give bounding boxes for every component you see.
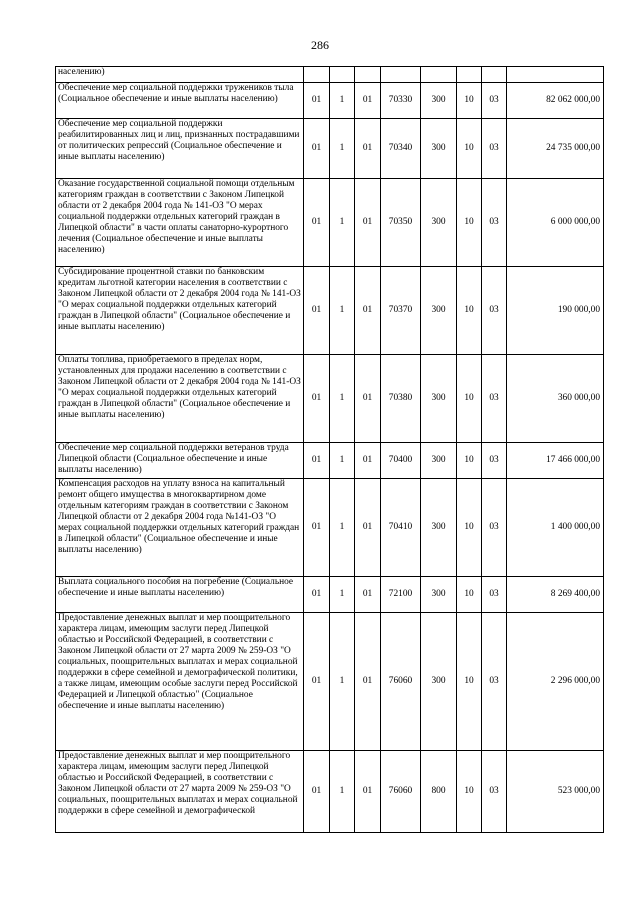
row-amount: 190 000,00 bbox=[507, 267, 604, 355]
code-section: 10 bbox=[457, 267, 482, 355]
code-direction: 70330 bbox=[381, 83, 421, 119]
code-subsection: 03 bbox=[482, 751, 507, 833]
code-subsection: 03 bbox=[482, 443, 507, 479]
code-section: 10 bbox=[457, 577, 482, 613]
code-subprogram: 1 bbox=[330, 119, 355, 179]
code-subprogram: 1 bbox=[330, 355, 355, 443]
row-amount: 8 269 400,00 bbox=[507, 577, 604, 613]
code-direction: 70380 bbox=[381, 355, 421, 443]
code-subprogram: 1 bbox=[330, 179, 355, 267]
code-section: 10 bbox=[457, 613, 482, 751]
code-main-activity: 01 bbox=[355, 179, 381, 267]
code-main-activity: 01 bbox=[355, 479, 381, 577]
row-name: Обеспечение мер социальной поддержки реабилитированных лиц и лиц, признанных пострадавшими от политических репрессий (Социальное обеспечение и иные выплаты населению) bbox=[56, 119, 304, 179]
code-main-activity: 01 bbox=[355, 443, 381, 479]
code-section: 10 bbox=[457, 83, 482, 119]
table-row bbox=[56, 119, 604, 179]
code-subprogram: 1 bbox=[330, 443, 355, 479]
row-name: Обеспечение мер социальной поддержки ветеранов труда Липецкой области (Социальное обеспечение и иные выплаты населению) bbox=[56, 443, 304, 479]
code-program: 01 bbox=[304, 613, 330, 751]
code-section bbox=[457, 67, 482, 83]
code-main-activity: 01 bbox=[355, 267, 381, 355]
table-body bbox=[56, 67, 604, 833]
row-amount: 82 062 000,00 bbox=[507, 83, 604, 119]
table-row bbox=[56, 577, 604, 613]
code-expense-type: 300 bbox=[421, 267, 457, 355]
code-expense-type: 300 bbox=[421, 613, 457, 751]
row-name: Предоставление денежных выплат и мер поощрительного характера лицам, имеющим заслуги перед Липецкой областью и Российской Федерацией, в соответствии с Законом Липецкой области от 27 марта 2009 № 259-ОЗ "О социальных, поощрительных выплатах и мерах социальной поддержки в сфере семейной и демографической политики, а также лицам, имеющим особые заслуги перед Российской Федерацией и Липецкой областью" (Социальное обеспечение и иные выплаты населению) bbox=[56, 613, 304, 751]
code-main-activity bbox=[355, 67, 381, 83]
code-section: 10 bbox=[457, 179, 482, 267]
table-row bbox=[56, 67, 604, 83]
row-name: Субсидирование процентной ставки по банковским кредитам льготной категории населения в соответствии с Законом Липецкой области от 2 декабря 2004 года № 141-ОЗ "О мерах социальной поддержки отдельных категорий граждан в Липецкой области" (Социальное обеспечение и иные выплаты населению) bbox=[56, 267, 304, 355]
code-expense-type: 300 bbox=[421, 577, 457, 613]
code-subprogram: 1 bbox=[330, 267, 355, 355]
code-expense-type: 300 bbox=[421, 119, 457, 179]
code-program: 01 bbox=[304, 443, 330, 479]
code-expense-type bbox=[421, 67, 457, 83]
code-expense-type: 300 bbox=[421, 355, 457, 443]
code-program: 01 bbox=[304, 751, 330, 833]
code-expense-type: 800 bbox=[421, 751, 457, 833]
budget-table bbox=[55, 66, 604, 833]
code-main-activity: 01 bbox=[355, 355, 381, 443]
code-direction: 70370 bbox=[381, 267, 421, 355]
code-section: 10 bbox=[457, 443, 482, 479]
row-amount: 24 735 000,00 bbox=[507, 119, 604, 179]
code-expense-type: 300 bbox=[421, 83, 457, 119]
code-subsection: 03 bbox=[482, 355, 507, 443]
code-program: 01 bbox=[304, 577, 330, 613]
code-expense-type: 300 bbox=[421, 179, 457, 267]
code-direction: 70400 bbox=[381, 443, 421, 479]
code-main-activity: 01 bbox=[355, 751, 381, 833]
row-name: Обеспечение мер социальной поддержки тружеников тыла (Социальное обеспечение и иные выплаты населению) bbox=[56, 83, 304, 119]
code-main-activity: 01 bbox=[355, 119, 381, 179]
code-subprogram: 1 bbox=[330, 751, 355, 833]
table-row bbox=[56, 751, 604, 833]
code-subsection: 03 bbox=[482, 479, 507, 577]
code-subsection: 03 bbox=[482, 613, 507, 751]
table-row bbox=[56, 267, 604, 355]
code-program: 01 bbox=[304, 267, 330, 355]
code-expense-type: 300 bbox=[421, 479, 457, 577]
code-direction: 76060 bbox=[381, 751, 421, 833]
code-main-activity: 01 bbox=[355, 613, 381, 751]
code-main-activity: 01 bbox=[355, 577, 381, 613]
table-row bbox=[56, 479, 604, 577]
table-row bbox=[56, 179, 604, 267]
row-name: Компенсация расходов на уплату взноса на капитальный ремонт общего имущества в многоквартирном доме отдельным категориям граждан в соответствии с Законом Липецкой области от 2 декабря 2004 года №141-ОЗ "О мерах социальной поддержки отдельных категорий граждан в Липецкой области" (Социальное обеспечение и иные выплаты населению) bbox=[56, 479, 304, 577]
table-row bbox=[56, 355, 604, 443]
row-amount: 2 296 000,00 bbox=[507, 613, 604, 751]
row-name: Оплаты топлива, приобретаемого в пределах норм, установленных для продажи населению в соответствии с Законом Липецкой области от 2 декабря 2004 года № 141-ОЗ "О мерах социальной поддержки отдельных категорий граждан в Липецкой области" (Социальное обеспечение и иные выплаты населению) bbox=[56, 355, 304, 443]
code-direction bbox=[381, 67, 421, 83]
code-program: 01 bbox=[304, 119, 330, 179]
row-amount: 6 000 000,00 bbox=[507, 179, 604, 267]
table-row bbox=[56, 443, 604, 479]
code-section: 10 bbox=[457, 355, 482, 443]
code-main-activity: 01 bbox=[355, 83, 381, 119]
code-subprogram: 1 bbox=[330, 479, 355, 577]
code-direction: 76060 bbox=[381, 613, 421, 751]
code-subprogram: 1 bbox=[330, 577, 355, 613]
code-section: 10 bbox=[457, 751, 482, 833]
row-amount: 1 400 000,00 bbox=[507, 479, 604, 577]
row-name: населению) bbox=[56, 67, 304, 83]
code-subprogram bbox=[330, 67, 355, 83]
code-program: 01 bbox=[304, 355, 330, 443]
code-direction: 72100 bbox=[381, 577, 421, 613]
code-section: 10 bbox=[457, 119, 482, 179]
row-amount: 523 000,00 bbox=[507, 751, 604, 833]
code-program: 01 bbox=[304, 479, 330, 577]
page-number: 286 bbox=[311, 38, 329, 52]
code-subsection: 03 bbox=[482, 577, 507, 613]
code-direction: 70410 bbox=[381, 479, 421, 577]
row-amount bbox=[507, 67, 604, 83]
code-subsection: 03 bbox=[482, 83, 507, 119]
row-name: Предоставление денежных выплат и мер поощрительного характера лицам, имеющим заслуги перед Липецкой областью и Российской Федерацией, в соответствии с Законом Липецкой области от 27 марта 2009 № 259-ОЗ "О социальных, поощрительных выплатах и мерах социальной поддержки в сфере семейной и демографической bbox=[56, 751, 304, 833]
code-direction: 70350 bbox=[381, 179, 421, 267]
code-expense-type: 300 bbox=[421, 443, 457, 479]
code-program bbox=[304, 67, 330, 83]
code-subsection bbox=[482, 67, 507, 83]
code-subsection: 03 bbox=[482, 267, 507, 355]
row-amount: 360 000,00 bbox=[507, 355, 604, 443]
code-subprogram: 1 bbox=[330, 613, 355, 751]
table-row bbox=[56, 613, 604, 751]
code-program: 01 bbox=[304, 83, 330, 119]
row-amount: 17 466 000,00 bbox=[507, 443, 604, 479]
code-program: 01 bbox=[304, 179, 330, 267]
code-subsection: 03 bbox=[482, 179, 507, 267]
code-direction: 70340 bbox=[381, 119, 421, 179]
table-row bbox=[56, 83, 604, 119]
row-name: Оказание государственной социальной помощи отдельным категориям граждан в соответствии с Законом Липецкой области от 2 декабря 2004 года № 141-ОЗ "О мерах социальной поддержки отдельных категорий граждан в Липецкой области" в части оплаты санаторно-курортного лечения (Социальное обеспечение и иные выплаты населению) bbox=[56, 179, 304, 267]
code-subsection: 03 bbox=[482, 119, 507, 179]
code-section: 10 bbox=[457, 479, 482, 577]
row-name: Выплата социального пособия на погребение (Социальное обеспечение и иные выплаты населению) bbox=[56, 577, 304, 613]
code-subprogram: 1 bbox=[330, 83, 355, 119]
